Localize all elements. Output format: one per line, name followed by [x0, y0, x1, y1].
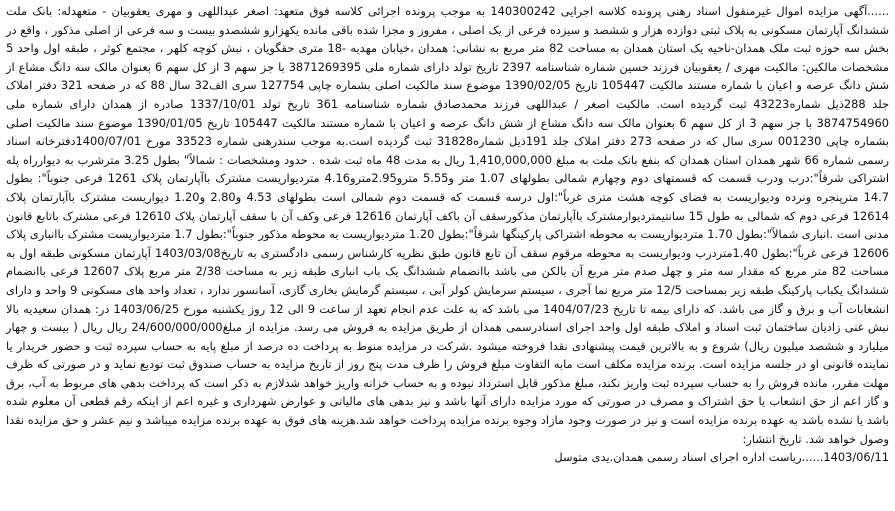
auction-notice — [2, 2, 893, 509]
notice-body: ......آگهی مزایده اموال غیرمنقول اسناد رهنی پرونده کلاسه اجرایی 140300242 به موجب پرونده اجرائی کلاسه فوق متعهد: اصغر عبداللهی و مهری یعقوبیان - متعهدله: بانک ملت ششدانگ آپارتمان مسکونی به پلاک ثبتی دوازده هزار و ششصد و سیزده فرعی از یک اصلی ، مفروز و مجزا شده باقی مانده یکهزارو ششصدو بیست و سه فرعی از اصلی مذکور ، واقع در بخش سه حوزه ثبت ملک همدان-ناحیه یک استان همدان به مساحت 82 متر مربع به نشانی: همدان ،خیابان مهدیه -18 متری حقگویان ، نبش کوچه کلهر ، مجتمع کوثر ، طبقه اول واحد 5 مشخصات مالکین: مالکیت مهری / یعقوبیان فرزند حسین شماره شناسنامه 2397 تاریخ تولد دارای شماره ملی 3871269395 با جز سهم 3 از کل سهم 6 بعنوان مالک سه دانگ مشاع از شش دانگ عرصه و اعیان با شماره مستند مالکیت 105447 تاریخ 1390/02/05 موضوع سند مالکیت اصلی بشماره چاپی 127754 سری الف32 سال 88 که در صفحه 321 دفتر املاک جلد 288ذیل شماره43223 ثبت گردیده است. مالکیت اصغر / عبداللهی فرزند محمدصادق شماره شناسنامه 361 تاریخ تولد 1337/10/01 صادره از همدان دارای شماره ملی 3874754960 با جز سهم 3 از کل سهم 6 بعنوان مالک سه دانگ مشاع از شش دانگ عرصه و اعیان با شماره مستند مالکیت 105447 تاریخ 1390/01/05 موضوع سند مالکیت اصلی بشماره چاپی 001230 سری سال که در صفحه 273 دفتر املاک جلد 191ذیل شماره31828 ثبت گردیده است.به موجب سندرهنی شماره 33523 مورخ 1400/07/01دفترخانه اسناد رسمی شماره 66 شهر همدان استان همدان که بنفع بانک ملت به مبلغ 1,410,000,000 ریال به مدت 48 ماه ثبت شده . حدود ومشخصات : شمالاً" بطول 3.25 مترشرب به دیوارراه پله اشتراکی شرقاً":درب ودرب قسمت که قسمتهای دوم وچهارم شمالی بطولهای 1.07 متر و5.55 مترو2.95مترو4.16 متردیواریست مشترک باآپارتمان پلاک 1261 فرعی جنوباً": بطول 14.7 مترپنجره ونرده ودیواریست به فضای کوچه هشت متری غرباً":اول درسه قسمت که قسمت دوم شمالی است بطولهای 4.53 و2.80 و1.20 دیواریست مشترک باآپارتمان پلاک 12614 فرعی دوم که شمالی به طول 15 سانتیمتردیوارمشترک باآپارتمان مذکورسقف آن باکف آپارتمان 12616 فرعی وکف آن با سقف آپارتمان پلاک 12610 فرعی مشترک باتابع قانون مدنی است .انباری شمالاً":بطول 1.70 متردیواریست به محوطه اشتراکی پارکینگها شرقاً":بطول 1.20 متردیواریست به محوطه مذکور جنوباً":بطول 1.7 متردیواریست مشترک باانباری پلاک 12606 فرعی غرباً":بطول 1.40متردرب ودیواریست به محوطه مرقوم سقف آن تابع قانون طبق نظریه کارشناس رسمی دادگستری به تاریخ1403/03/08 آپارتمان مسکونی طبقه اول به مساحت 82 متر مربع که مقدار سه متر و چهل صدم متر مربع آن بالکن می باشد باانضمام ششدانگ یک باب انباری طبقه زیر به مساحت 2/38 متر مربع پلاک 12607 فرعی باانضمام ششدانگ یکباب پارکینگ طبقه زیر بمساحت 12/5 متر مربع نما آجری ، سیستم سرمایش کولر آبی ، سیستم گرمایش بخاری گازی، آسانسور ندارد ، تعداد واحد های مسکونی 9 واحد و دارای انشعابات آب و برق و گاز می باشد. که دارای بیمه تا تاریخ 1404/07/23 می باشد که به علت عدم انجام تعهد از ساعت 9 الی 12 روز یکشنبه مورخ 1403/06/25 در: همدان سعیدیه بالا نبش غنی زادیان ساختمان ثبت اسناد و املاک طبقه اول واحد اجرای اسنادرسمی همدان از طریق مزایده به فروش می رسد. مزایده از مبلغ24/600/000/000 ریال ریال ( بیست و چهار میلیارد و ششصد میلیون ریال) شروع و به بالاترین قیمت پیشنهادی نقدا فروخته میشود .شرکت در مزایده منوط به پرداخت ده درصد از مبلغ پایه به حساب سپرده ثبت و حضور خریدار یا نماینده قانونی او در جلسه مزایده است. برنده مزایده مکلف است مابه التفاوت مبلغ فروش را ظرف مدت پنج روز از تاریخ مزایده به حساب صندوق ثبت تودیع نماید و در صورتی که ظرف مهلت مقرر، مانده فروش را به حساب سپرده ثبت واریز نکند، مبلغ مذکور قابل استرداد نبوده و به حساب خزانه واریز خواهد شدلازم به ذکر است که پرداخت بدهی های مربوط به آب، برق و گاز اعم از حق انشعاب یا حق اشتراک و مصرف در صورتی که مورد مزایده دارای آنها باشد و نیز بدهی های مالیاتی و عوارض شهرداری و غیره اعم از اینکه رقم قطعی آن معلوم شده باشد یا نشده باشد به عهده برنده مزایده است و نیز در صورت وجود مازاد وجوه برنده مزایده پرداخت خواهد شد.هزینه های فوق به عهده برنده مزایده میباشد و نیم عشر و حق مزایده نقدا وصول خواهد شد. تاریخ انتشار: — [6, 4, 890, 446]
notice-footer: 1403/06/11......ریاست اداره اجرای اسناد رسمی همدان.یدی متوسل — [554, 450, 889, 465]
